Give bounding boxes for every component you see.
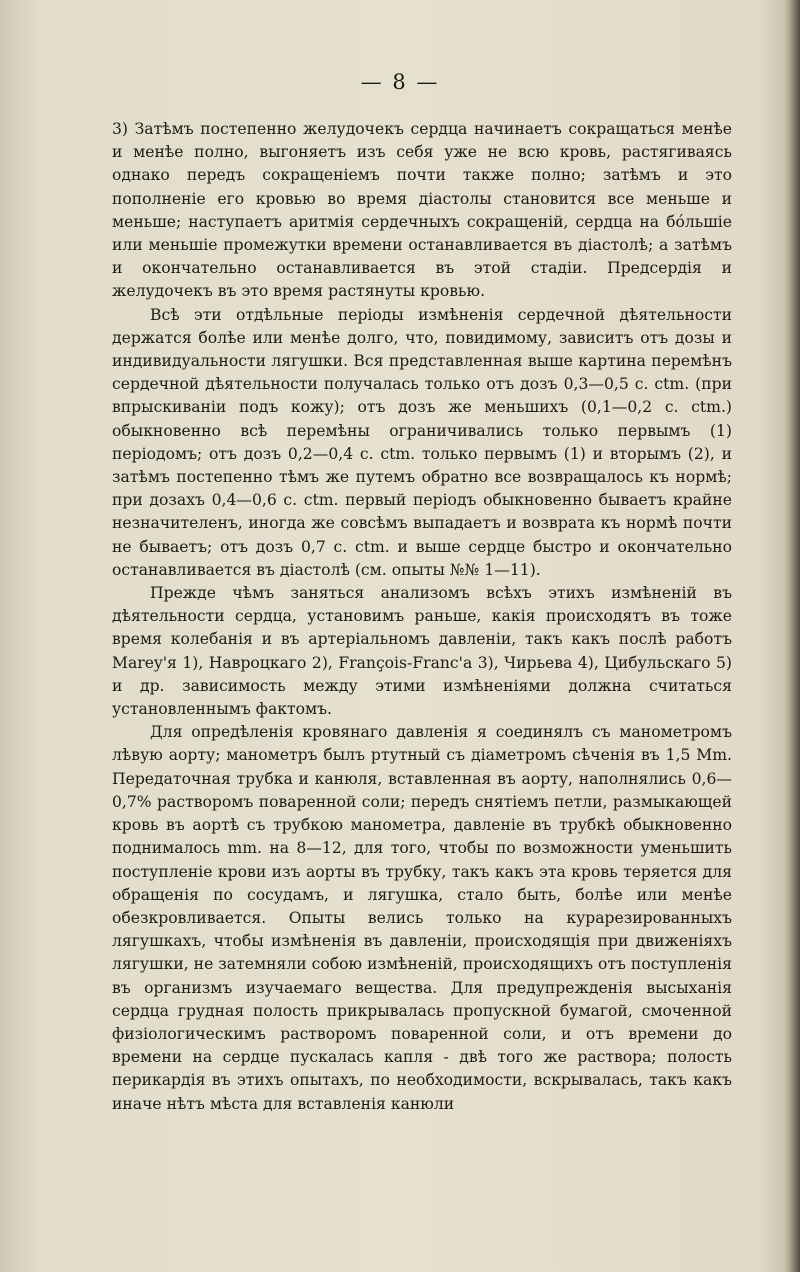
paragraph-2: Всѣ эти отдѣльные періоды измѣненія сердечной дѣятельности держатся болѣе или менѣе долго, что, повидимому, зависитъ отъ дозы и индивидуальности лягушки. Вся представленная выше картина перемѣнъ сердечной дѣятельности получалась только отъ дозъ 0,3—0,5 c. ctm. (при впрыскиваніи подъ кожу); отъ дозъ же меньшихъ (0,1—0,2 c. ctm.) обыкновенно всѣ перемѣны ограничивались только первымъ (1) періодомъ; отъ дозъ 0,2—0,4 c. ctm. только первымъ (1) и вторымъ (2), и затѣмъ постепенно тѣмъ же путемъ обратно все возвращалось къ нормѣ; при дозахъ 0,4—0,6 c. ctm. первый періодъ обыкновенно бываетъ крайне незначителенъ, иногда же совсѣмъ выпадаетъ и возврата къ нормѣ почти не бываетъ; отъ дозъ 0,7 c. ctm. и выше сердце быстро и окончательно останавливается въ діастолѣ (см. опыты №№ 1—11). (112, 305, 732, 579)
body-text (112, 118, 732, 1116)
paragraph-4: Для опредѣленія кровянаго давленія я соединялъ съ манометромъ лѣвую аорту; манометръ былъ ртутный съ діаметромъ сѣченія въ 1,5 Mm. Передаточная трубка и канюля, вставленная въ аорту, наполнялись 0,6—0,7% растворомъ поваренной соли; передъ снятіемъ петли, размыкающей кровь въ аортѣ съ трубкою манометра, давленіе въ трубкѣ обыкновенно поднималось mm. на 8—12, для того, чтобы по возможности уменьшить поступленіе крови изъ аорты въ трубку, такъ какъ эта кровь теряется для обращенія по сосудамъ, и лягушка, стало быть, болѣе или менѣе обезкровливается. Опыты велись только на курарезированныхъ лягушкахъ, чтобы измѣненія въ давленіи, происходящія при движеніяхъ лягушки, не затемняли собою измѣненій, происходящихъ отъ поступленія въ организмъ изучаемаго вещества. Для предупрежденія высыханія сердца грудная полость прикрывалась пропускной бумагой, смоченной физіологическимъ растворомъ поваренной соли, и отъ времени до времени на сердце пускалась капля - двѣ того же раствора; полость перикардія въ этихъ опытахъ, по необходимости, вскрывалась, такъ какъ иначе нѣтъ мѣста для вставленія канюли (112, 723, 732, 1113)
paragraph-1: 3) Затѣмъ постепенно желудочекъ сердца начинаетъ сокращаться менѣе и менѣе полно, выгоняетъ изъ себя уже не всю кровь, растягиваясь однако передъ сокращеніемъ почти также полно; затѣмъ и это пополненіе его кровью во время діастолы становится все меньше и меньше; наступаетъ аритмія сердечныхъ сокращеній, сердца на бо́льшіе или меньшіе промежутки времени останавливается въ діастолѣ; а затѣмъ и окончательно останавливается въ этой стадіи. Предсердія и желудочекъ въ это время растянуты кровью. (112, 120, 732, 301)
page-number: — 8 — (360, 70, 440, 94)
paragraph-3: Прежде чѣмъ заняться анализомъ всѣхъ этихъ измѣненій въ дѣятельности сердца, установимъ раньше, какія происходятъ въ тоже время колебанія и въ артеріальномъ давленіи, такъ какъ послѣ работъ Marey'я 1), Навроцкаго 2), François-Franc'a 3), Чирьева 4), Цибульскаго 5) и др. зависимость между этими измѣненіями должна считаться установленнымъ фактомъ. (112, 584, 732, 719)
page-edge-shadow (788, 0, 800, 1272)
